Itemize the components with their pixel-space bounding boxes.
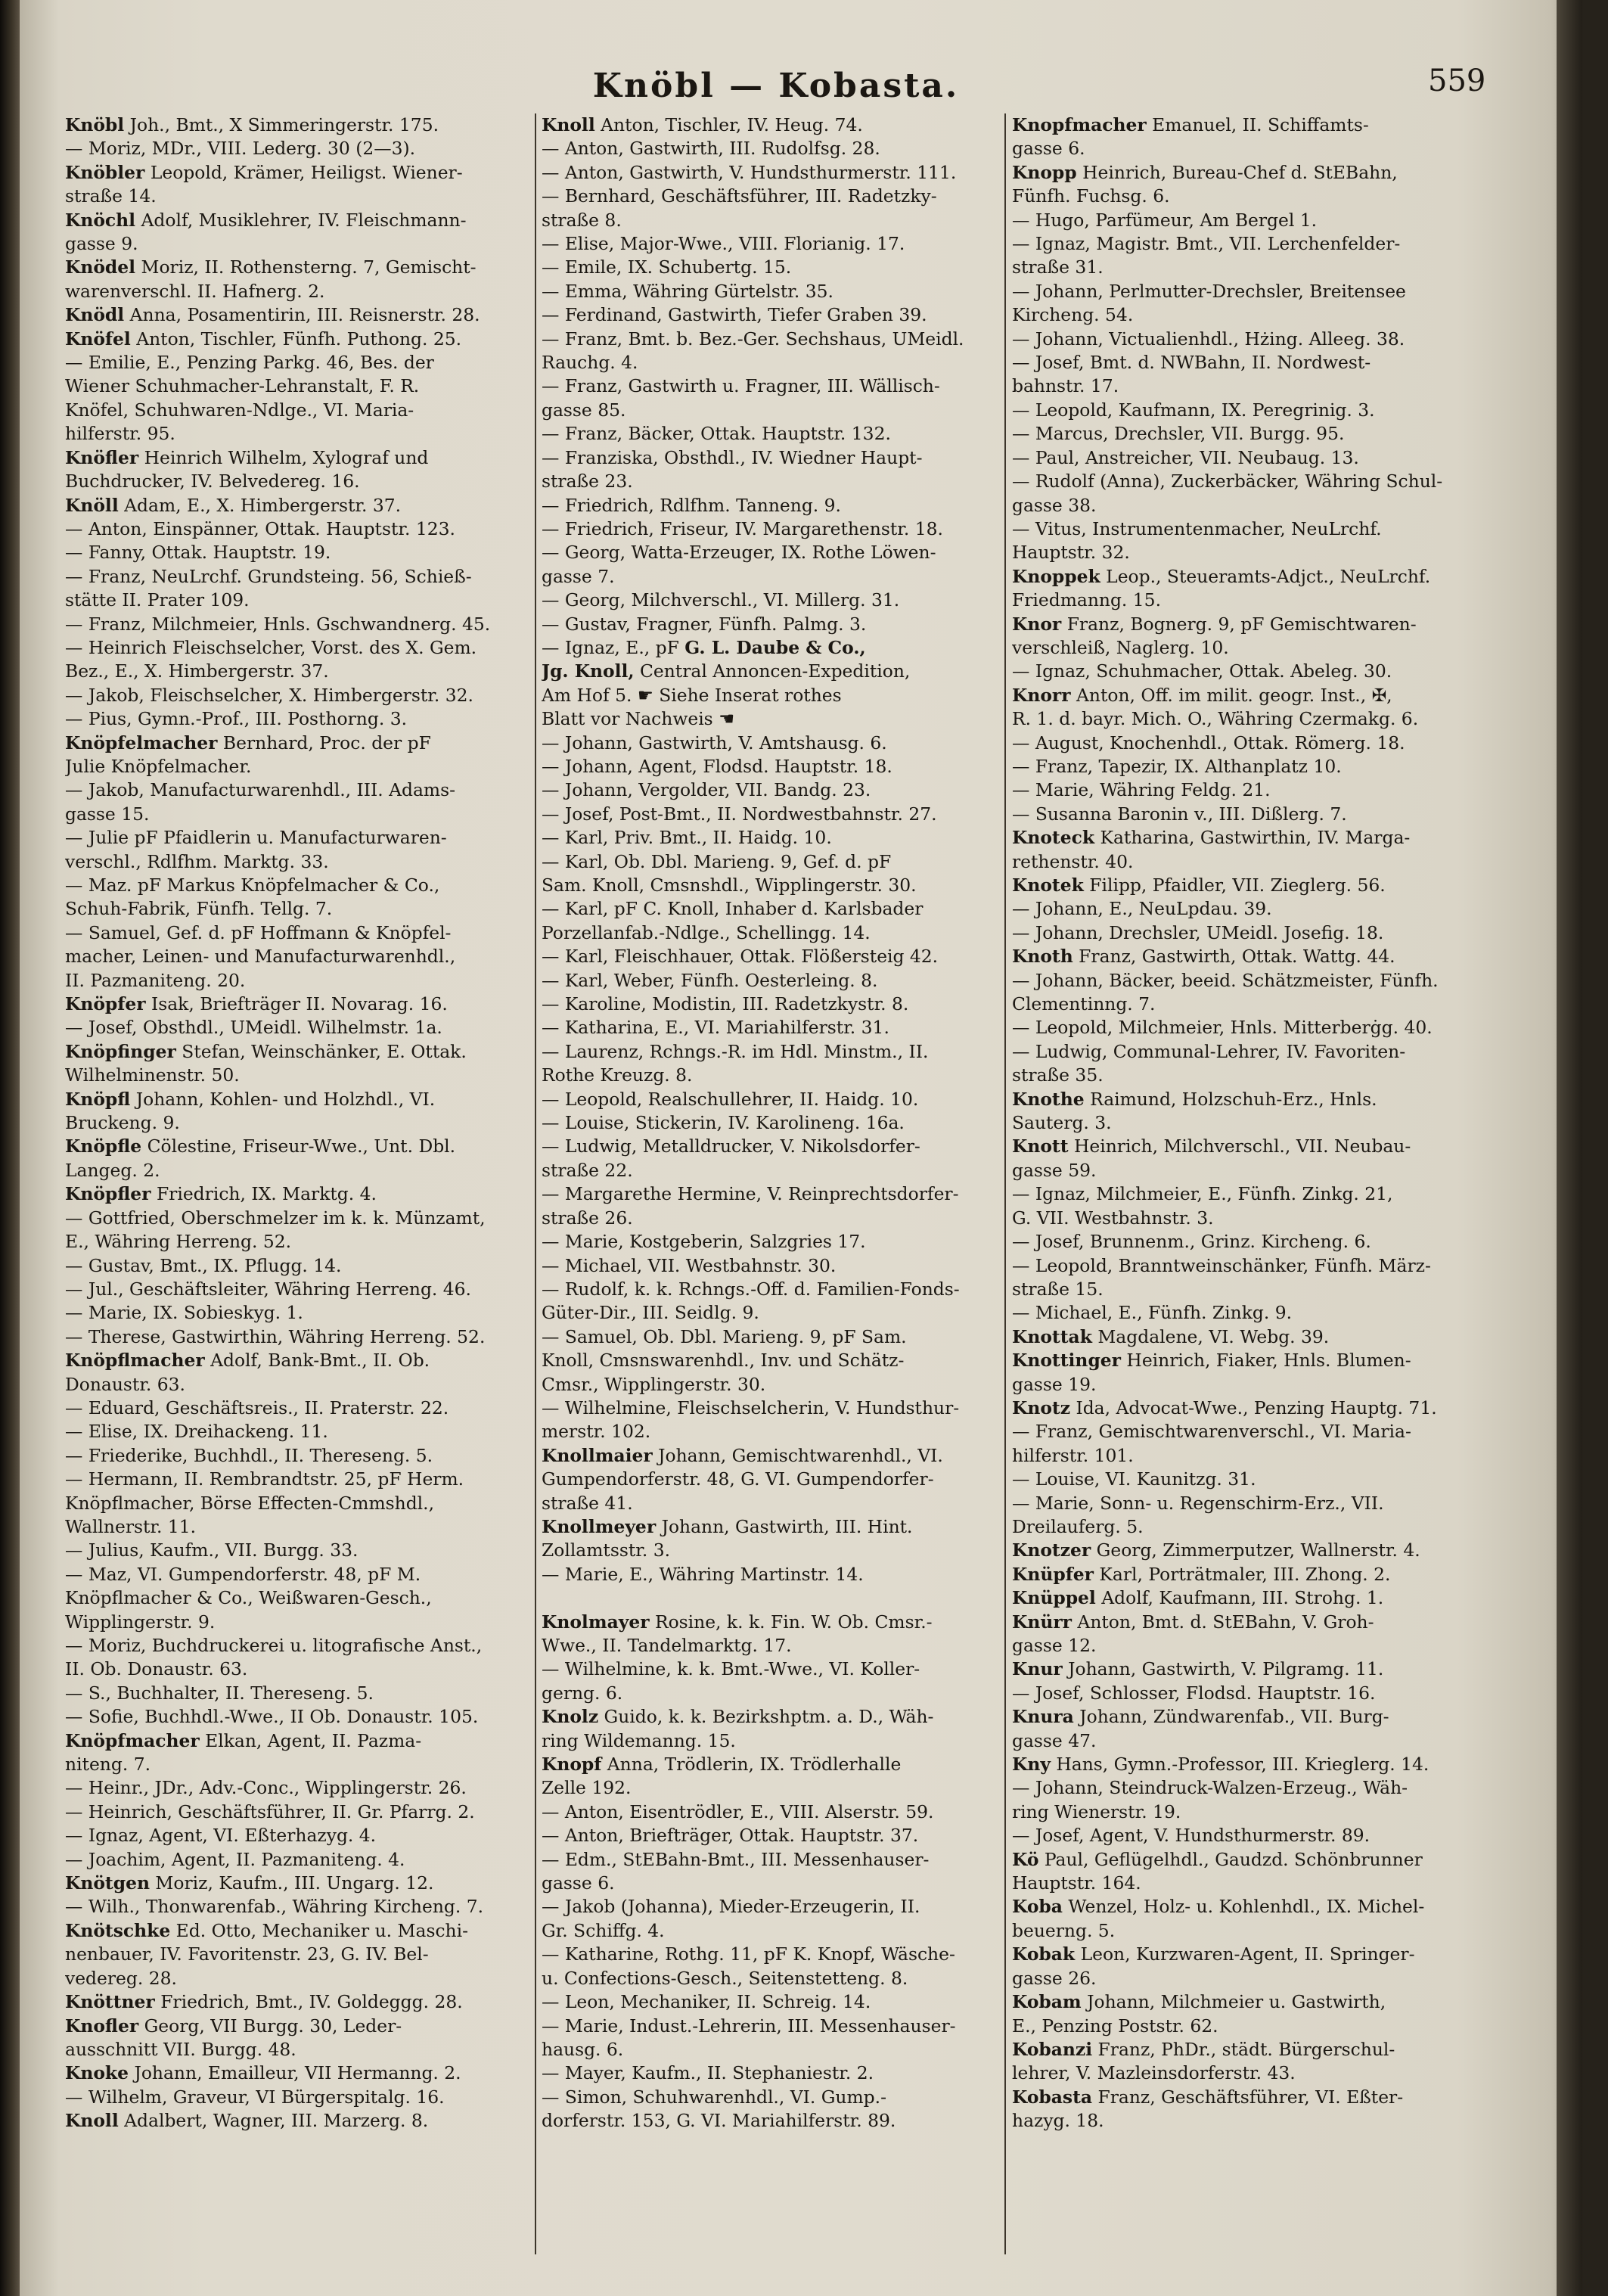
directory-entry-line: — Marcus, Drechsler, VII. Burgg. 95.	[1012, 423, 1345, 445]
directory-entry-line: ausschnitt VII. Burgg. 48.	[65, 2038, 296, 2060]
directory-entry-line: — Emile, IX. Schubertg. 15.	[542, 256, 792, 278]
directory-entry-line: Kö Paul, Geflügelhdl., Gaudzd. Schönbrunner	[1012, 1848, 1423, 1870]
directory-entry-line: hazyg. 18.	[1012, 2110, 1104, 2132]
directory-entry-line: — Jul., Geschäftsleiter, Währing Herreng. 46.	[65, 1278, 471, 1300]
directory-entry-line: Knötschke Ed. Otto, Mechaniker u. Maschi-	[65, 1919, 468, 1941]
page-edge	[1557, 0, 1582, 2296]
directory-entry-line: Knopf Anna, Trödlerin, IX. Trödlerhalle	[542, 1754, 902, 1776]
directory-entry-line: — Ignaz, E., pF G. L. Daube & Co.,	[542, 636, 866, 658]
directory-entry-line: — Rudolf (Anna), Zuckerbäcker, Währing Schul-	[1012, 471, 1443, 492]
directory-entry-line: Knottak Magdalene, VI. Webg. 39.	[1012, 1325, 1330, 1347]
directory-entry-line: — Johann, Drechsler, UMeidl. Josefig. 18.	[1012, 921, 1384, 943]
directory-entry-line: — Heinrich, Geschäftsführer, II. Gr. Pfarrg. 2.	[65, 1800, 475, 1822]
directory-entry-line: bahnstr. 17.	[1012, 375, 1119, 397]
directory-entry-line: ring Wildemanng. 15.	[542, 1729, 736, 1751]
directory-entry-line: — Leopold, Branntweinschänker, Fünfh. März-	[1012, 1254, 1431, 1276]
page-number: 559	[1428, 64, 1486, 98]
directory-entry-line: — Sofie, Buchhdl.-Wwe., II Ob. Donaustr. 105.	[65, 1706, 479, 1728]
directory-entry-line: Knur Johann, Gastwirth, V. Pilgramg. 11.	[1012, 1658, 1384, 1680]
directory-entry-line: Wallnerstr. 11.	[65, 1515, 197, 1537]
directory-entry-line: Hauptstr. 32.	[1012, 542, 1130, 564]
directory-entry-line: Knoth Franz, Gastwirth, Ottak. Wattg. 44.	[1012, 946, 1395, 968]
directory-entry-line: Cmsr., Wipplingerstr. 30.	[542, 1373, 766, 1395]
directory-entry-line: Knoll, Cmsnswarenhdl., Inv. und Schätz-	[542, 1350, 905, 1372]
directory-entry-line: — Anton, Eisentrödler, E., VIII. Alserstr. 59.	[542, 1800, 934, 1822]
directory-entry-line: hilferstr. 101.	[1012, 1444, 1134, 1466]
directory-entry-line: Clementinng. 7.	[1012, 993, 1156, 1015]
directory-entry-line: — Michael, VII. Westbahnstr. 30.	[542, 1254, 837, 1276]
directory-entry-line: — Therese, Gastwirthin, Währing Herreng. 52.	[65, 1325, 486, 1347]
directory-entry-line: — Marie, Kostgeberin, Salzgries 17.	[542, 1231, 866, 1253]
directory-entry-line: Bez., E., X. Himbergerstr. 37.	[65, 660, 329, 682]
directory-entry-line: Knödl Anna, Posamentirin, III. Reisnerstr. 28.	[65, 304, 480, 326]
directory-entry-line: Knödel Moriz, II. Rothensterng. 7, Gemischt-	[65, 256, 477, 278]
directory-entry-line: — Franz, NeuLrchf. Grundsteing. 56, Schieß-	[65, 565, 472, 587]
directory-entry-line: gasse 19.	[1012, 1373, 1097, 1395]
directory-entry-line: Knöpfmacher Elkan, Agent, II. Pazma-	[65, 1729, 422, 1751]
directory-entry-line: — Laurenz, Rchngs.-R. im Hdl. Minstm., II.	[542, 1040, 929, 1062]
directory-entry-line: — Pius, Gymn.-Prof., III. Posthorng. 3.	[65, 708, 408, 730]
directory-entry-line: — Franz, Milchmeier, Hnls. Gschwandnerg. 45.	[65, 613, 491, 635]
directory-entry-line: Knöfel Anton, Tischler, Fünfh. Puthong. 25.	[65, 328, 462, 350]
directory-entry-line: — Hugo, Parfümeur, Am Bergel 1.	[1012, 209, 1318, 231]
directory-entry-line: Koba Wenzel, Holz- u. Kohlenhdl., IX. Michel-	[1012, 1896, 1425, 1918]
directory-entry-line: Knötgen Moriz, Kaufm., III. Ungarg. 12.	[65, 1872, 434, 1894]
directory-entry-line: — Moriz, Buchdruckerei u. litografische Anst.,	[65, 1635, 483, 1656]
directory-entry-line: Sauterg. 3.	[1012, 1112, 1112, 1134]
directory-entry-line: Knollmaier Johann, Gemischtwarenhdl., VI.	[542, 1444, 943, 1466]
book-spine	[0, 0, 20, 2296]
directory-entry-line: R. 1. d. bayr. Mich. O., Währing Czermakg. 6.	[1012, 708, 1419, 730]
directory-entry-line: Am Hof 5. ☛ Siehe Inserat rothes	[542, 684, 842, 706]
directory-entry-line: Knottinger Heinrich, Fiaker, Hnls. Blumen-	[1012, 1350, 1411, 1372]
directory-entry-line: — Franz, Gastwirth u. Fragner, III. Wällisch-	[542, 375, 940, 397]
directory-entry-line: — Anton, Einspänner, Ottak. Hauptstr. 123.	[65, 517, 455, 539]
directory-entry-line: verschleiß, Naglerg. 10.	[1012, 636, 1229, 658]
directory-entry-line: — Josef, Bmt. d. NWBahn, II. Nordwest-	[1012, 352, 1371, 374]
directory-entry-line: — Heinrich Fleischselcher, Vorst. des X. Gem.	[65, 636, 477, 658]
directory-entry-line: vedereg. 28.	[65, 1967, 177, 1989]
directory-entry-line: Rothe Kreuzg. 8.	[542, 1064, 693, 1086]
directory-entry-line: — Gustav, Bmt., IX. Pflugg. 14.	[65, 1254, 342, 1276]
directory-entry-line: — August, Knochenhdl., Ottak. Römerg. 18.	[1012, 732, 1405, 753]
directory-entry-line: stätte II. Prater 109.	[65, 589, 250, 611]
directory-entry-line: Knoppek Leop., Steueramts-Adjct., NeuLrchf.	[1012, 565, 1431, 587]
directory-entry-line: Jg. Knoll, Central Annoncen-Expedition,	[542, 660, 911, 682]
directory-entry-line: Knöpfer Isak, Briefträger II. Novarag. 16.	[65, 993, 448, 1015]
directory-entry-line: gasse 26.	[1012, 1967, 1097, 1989]
directory-entry-line: Hauptstr. 164.	[1012, 1872, 1141, 1894]
directory-entry-line: — Marie, Währing Feldg. 21.	[1012, 779, 1271, 801]
directory-entry-line: rethenstr. 40.	[1012, 850, 1134, 872]
column-1	[65, 113, 531, 2262]
directory-entry-line: — Karl, Priv. Bmt., II. Haidg. 10.	[542, 827, 832, 849]
directory-entry-line: — Leopold, Milchmeier, Hnls. Mitterberġg. 40.	[1012, 1017, 1433, 1039]
directory-entry-line: — Friederike, Buchhdl., II. Thereseng. 5.	[65, 1444, 433, 1466]
directory-entry-line: Donaustr. 63.	[65, 1373, 185, 1395]
directory-entry-line: gasse 15.	[65, 803, 150, 825]
directory-entry-line: — Georg, Milchverschl., VI. Millerg. 31.	[542, 589, 900, 611]
directory-entry-line: Knor Franz, Bognerg. 9, pF Gemischtwaren-	[1012, 613, 1417, 635]
directory-entry-line: — Louise, VI. Kaunitzg. 31.	[1012, 1468, 1256, 1490]
directory-entry-line: — Josef, Brunnenm., Grinz. Kircheng. 6.	[1012, 1231, 1371, 1253]
directory-entry-line: Wipplingerstr. 9.	[65, 1611, 216, 1633]
directory-entry-line: — Johann, Agent, Flodsd. Hauptstr. 18.	[542, 755, 892, 777]
directory-entry-line: Knothe Raimund, Holzschuh-Erz., Hnls.	[1012, 1088, 1377, 1110]
directory-entry-line: Wiener Schuhmacher-Lehranstalt, F. R.	[65, 375, 420, 397]
directory-entry-line: Kircheng. 54.	[1012, 304, 1134, 326]
directory-entry-line: Knöpfle Cölestine, Friseur-Wwe., Unt. Dbl.	[65, 1136, 456, 1157]
directory-entry-line: Knöttner Friedrich, Bmt., IV. Goldeggg. 28.	[65, 1991, 463, 2013]
directory-entry-line: gerng. 6.	[542, 1682, 623, 1704]
directory-entry-line: — Ferdinand, Gastwirth, Tiefer Graben 39.	[542, 304, 927, 326]
directory-entry-line: Rauchg. 4.	[542, 352, 638, 374]
directory-entry-line: — Maz, VI. Gumpendorferstr. 48, pF M.	[65, 1563, 421, 1585]
directory-entry-line: straße 31.	[1012, 256, 1104, 278]
directory-entry-line: — Karl, Ob. Dbl. Marieng. 9, Gef. d. pF	[542, 850, 892, 872]
directory-entry-line: — Marie, Sonn- u. Regenschirm-Erz., VII.	[1012, 1492, 1384, 1514]
directory-entry-line: Knollmeyer Johann, Gastwirth, III. Hint.	[542, 1515, 913, 1537]
directory-entry-line: — Edm., StEBahn-Bmt., III. Messenhauser-	[542, 1848, 930, 1870]
directory-entry-line: Knüppel Adolf, Kaufmann, III. Strohg. 1.	[1012, 1587, 1384, 1609]
directory-entry-line: straße 22.	[542, 1159, 633, 1181]
directory-entry-line: Friedmanng. 15.	[1012, 589, 1162, 611]
directory-entry-line: Kny Hans, Gymn.-Professor, III. Krieglerg. 14.	[1012, 1754, 1430, 1776]
directory-entry-line: Knotek Filipp, Pfaidler, VII. Zieglerg. 56.	[1012, 875, 1386, 896]
column-3	[1012, 113, 1476, 2262]
directory-entry-line: Porzellanfab.-Ndlge., Schellingg. 14.	[542, 921, 871, 943]
directory-entry-line: gasse 38.	[1012, 494, 1097, 516]
directory-page	[20, 0, 1582, 2296]
directory-entry-line: — Wilh., Thonwarenfab., Währing Kircheng. 7.	[65, 1896, 484, 1918]
directory-entry-line: straße 8.	[542, 209, 622, 231]
directory-entry-line: gasse 9.	[65, 233, 138, 255]
directory-entry-line: Knüpfer Karl, Porträtmaler, III. Zhong. 2.	[1012, 1563, 1391, 1585]
column-2	[542, 113, 1000, 2262]
directory-entry-line: — Franz, Bäcker, Ottak. Hauptstr. 132.	[542, 423, 891, 445]
directory-entry-line: ring Wienerstr. 19.	[1012, 1800, 1181, 1822]
directory-entry-line: Knolz Guido, k. k. Bezirkshptm. a. D., Wäh-	[542, 1706, 934, 1728]
directory-entry-line: Knöpflmacher Adolf, Bank-Bmt., II. Ob.	[65, 1350, 430, 1372]
directory-entry-line: — Johann, Perlmutter-Drechsler, Breitensee	[1012, 280, 1406, 302]
directory-entry-line: lehrer, V. Mazleinsdorferstr. 43.	[1012, 2062, 1296, 2084]
directory-entry-line: — Josef, Post-Bmt., II. Nordwestbahnstr. 27.	[542, 803, 937, 825]
directory-entry-line: — Julie pF Pfaidlerin u. Manufacturwaren-	[65, 827, 447, 849]
directory-entry-line: — Gustav, Fragner, Fünfh. Palmg. 3.	[542, 613, 867, 635]
directory-entry-line: — Ignaz, Schuhmacher, Ottak. Abeleg. 30.	[1012, 660, 1392, 682]
directory-entry-line: — Jakob, Manufacturwarenhdl., III. Adams-	[65, 779, 455, 801]
directory-entry-line: Knöfler Heinrich Wilhelm, Xylograf und	[65, 446, 429, 468]
directory-entry-line: Julie Knöpfelmacher.	[65, 755, 252, 777]
directory-entry-line: — Johann, Gastwirth, V. Amtshausg. 6.	[542, 732, 887, 753]
directory-entry-line: straße 23.	[542, 471, 633, 492]
directory-entry-line: — Johann, Vergolder, VII. Bandg. 23.	[542, 779, 871, 801]
directory-entry-line: — Jakob, Fleischselcher, X. Himbergerstr. 32.	[65, 684, 473, 706]
directory-entry-line: Knotz Ida, Advocat-Wwe., Penzing Hauptg. 71.	[1012, 1397, 1437, 1418]
directory-entry-line: — Samuel, Gef. d. pF Hoffmann & Knöpfel-	[65, 921, 452, 943]
directory-entry-line: G. VII. Westbahnstr. 3.	[1012, 1207, 1214, 1229]
directory-entry-line: Knorr Anton, Off. im milit. geogr. Inst., ✠,	[1012, 684, 1392, 706]
directory-entry-line: — Elise, IX. Dreihackeng. 11.	[65, 1421, 328, 1443]
directory-entry-line: Kobanzi Franz, PhDr., städt. Bürgerschul-	[1012, 2038, 1395, 2060]
directory-entry-line: II. Pazmaniteng. 20.	[65, 969, 246, 991]
directory-entry-line: — Josef, Obsthdl., UMeidl. Wilhelmstr. 1a.	[65, 1017, 442, 1039]
directory-entry-line: hilferstr. 95.	[65, 423, 175, 445]
directory-entry-line: — Josef, Agent, V. Hundsthurmerstr. 89.	[1012, 1825, 1371, 1847]
directory-entry-line: Knolmayer Rosine, k. k. Fin. W. Ob. Cmsr.-	[542, 1611, 933, 1633]
directory-entry-line: — Heinr., JDr., Adv.-Conc., Wipplingerstr. 26.	[65, 1777, 467, 1799]
directory-entry-line: — Ludwig, Metalldrucker, V. Nikolsdorfer-	[542, 1136, 920, 1157]
directory-entry-line: straße 15.	[1012, 1278, 1104, 1300]
directory-entry-line: II. Ob. Donaustr. 63.	[65, 1658, 248, 1680]
directory-entry-line: Fünfh. Fuchsg. 6.	[1012, 185, 1170, 207]
directory-entry-line: — Franziska, Obsthdl., IV. Wiedner Haupt-	[542, 446, 923, 468]
directory-entry-line: — Marie, Indust.-Lehrerin, III. Messenhauser-	[542, 2015, 956, 2037]
directory-entry-line: straße 35.	[1012, 1064, 1104, 1086]
directory-entry-line: verschl., Rdlfhm. Marktg. 33.	[65, 850, 329, 872]
directory-entry-line: — Josef, Schlosser, Flodsd. Hauptstr. 16.	[1012, 1682, 1376, 1704]
directory-entry-line: E., Währing Herreng. 52.	[65, 1231, 292, 1253]
directory-entry-line: — Paul, Anstreicher, VII. Neubaug. 13.	[1012, 446, 1359, 468]
directory-entry-line: — Fanny, Ottak. Hauptstr. 19.	[65, 542, 331, 564]
directory-entry-line: Knoteck Katharina, Gastwirthin, IV. Marga-	[1012, 827, 1411, 849]
directory-entry-line: Dreilauferg. 5.	[1012, 1515, 1144, 1537]
directory-entry-line: Kobam Johann, Milchmeier u. Gastwirth,	[1012, 1991, 1386, 2013]
directory-entry-line: Sam. Knoll, Cmsnshdl., Wipplingerstr. 30.	[542, 875, 917, 896]
directory-entry-line: Knöpflmacher & Co., Weißwaren-Gesch.,	[65, 1587, 432, 1609]
directory-entry-line: Knöbl Joh., Bmt., X Simmeringerstr. 175.	[65, 114, 439, 135]
directory-entry-line: Knofler Georg, VII Burgg. 30, Leder-	[65, 2015, 402, 2037]
directory-entry-line: Knopp Heinrich, Bureau-Chef d. StEBahn,	[1012, 161, 1398, 183]
directory-entry-line: — Emma, Währing Gürtelstr. 35.	[542, 280, 833, 302]
directory-entry-line: — Wilhelmine, Fleischselcherin, V. Hundsthur-	[542, 1397, 960, 1418]
page-running-head: Knöbl — Kobasta.	[592, 67, 960, 105]
directory-entry-line: Kobak Leon, Kurzwaren-Agent, II. Springer-	[1012, 1943, 1415, 1965]
directory-entry-line: — Mayer, Kaufm., II. Stephaniestr. 2.	[542, 2062, 874, 2084]
directory-entry-line: Knöpfler Friedrich, IX. Marktg. 4.	[65, 1183, 377, 1205]
directory-entry-line: Wwe., II. Tandelmarktg. 17.	[542, 1635, 792, 1656]
directory-entry-line: beuerng. 5.	[1012, 1919, 1116, 1941]
directory-entry-line: — Johann, Steindruck-Walzen-Erzeug., Wäh-	[1012, 1777, 1408, 1799]
directory-entry-line: E., Penzing Poststr. 62.	[1012, 2015, 1218, 2037]
directory-entry-line: gasse 6.	[542, 1872, 615, 1894]
directory-entry-line: — Elise, Major-Wwe., VIII. Florianig. 17.	[542, 233, 905, 255]
directory-entry-line: — Friedrich, Friseur, IV. Margarethenstr. 18.	[542, 517, 943, 539]
directory-entry-line: Knöchl Adolf, Musiklehrer, IV. Fleischmann-	[65, 209, 467, 231]
directory-entry-line: — Karl, Weber, Fünfh. Oesterleing. 8.	[542, 969, 878, 991]
directory-entry-line: Knotzer Georg, Zimmerputzer, Wallnerstr. 4.	[1012, 1539, 1420, 1561]
directory-entry-line: macher, Leinen- und Manufacturwarenhdl.,	[65, 946, 456, 968]
directory-entry-line: — Vitus, Instrumentenmacher, NeuLrchf.	[1012, 517, 1382, 539]
directory-entry-line: — Katharina, E., VI. Mariahilferstr. 31.	[542, 1017, 889, 1039]
directory-entry-line: Knöfel, Schuhwaren-Ndlge., VI. Maria-	[65, 399, 414, 421]
directory-entry-line: Güter-Dir., III. Seidlg. 9.	[542, 1302, 759, 1324]
directory-entry-line: gasse 47.	[1012, 1729, 1097, 1751]
directory-entry-line: u. Confections-Gesch., Seitenstetteng. 8.	[542, 1967, 908, 1989]
directory-entry-line: straße 26.	[542, 1207, 633, 1229]
directory-entry-line: Zollamtsstr. 3.	[542, 1539, 671, 1561]
directory-entry-line: — Johann, Bäcker, beeid. Schätzmeister, Fünfh.	[1012, 969, 1439, 991]
directory-entry-line: — Anton, Gastwirth, III. Rudolfsg. 28.	[542, 138, 880, 160]
directory-entry-line: straße 14.	[65, 185, 157, 207]
directory-entry-line: Blatt vor Nachweis ☚	[542, 708, 735, 730]
directory-entry-line: gasse 12.	[1012, 1635, 1097, 1656]
directory-entry-line: nenbauer, IV. Favoritenstr. 23, G. IV. Bel-	[65, 1943, 429, 1965]
directory-entry-line: — Leopold, Kaufmann, IX. Peregrinig. 3.	[1012, 399, 1375, 421]
directory-entry-line: Knöll Adam, E., X. Himbergerstr. 37.	[65, 494, 402, 516]
directory-entry-line: Langeg. 2.	[65, 1159, 160, 1181]
directory-entry-line: Knoll Anton, Tischler, IV. Heug. 74.	[542, 114, 863, 135]
column-rule	[535, 113, 536, 2254]
directory-entry-line: — Simon, Schuhwarenhdl., VI. Gump.-	[542, 2086, 886, 2108]
directory-entry-line: gasse 85.	[542, 399, 626, 421]
directory-entry-line: — Marie, E., Währing Martinstr. 14.	[542, 1563, 864, 1585]
directory-entry-line: — Karoline, Modistin, III. Radetzkystr. 8.	[542, 993, 909, 1015]
directory-entry-line: — Karl, pF C. Knoll, Inhaber d. Karlsbader	[542, 898, 924, 920]
directory-entry-line: merstr. 102.	[542, 1421, 651, 1443]
directory-entry-line: — Moriz, MDr., VIII. Lederg. 30 (2—3).	[65, 138, 416, 160]
directory-entry-line: Bruckeng. 9.	[65, 1112, 180, 1134]
directory-entry-line: Knöpfl Johann, Kohlen- und Holzhdl., VI.	[65, 1088, 436, 1110]
directory-entry-line: — Eduard, Geschäftsreis., II. Praterstr. 22.	[65, 1397, 449, 1418]
directory-entry-line: — Friedrich, Rdlfhm. Tanneng. 9.	[542, 494, 841, 516]
directory-entry-line: gasse 59.	[1012, 1159, 1097, 1181]
directory-entry-line: Gr. Schiffg. 4.	[542, 1919, 665, 1941]
directory-entry-line: — Anton, Gastwirth, V. Hundsthurmerstr. 111.	[542, 161, 957, 183]
directory-entry-line: Kobasta Franz, Geschäftsführer, VI. Eßter-	[1012, 2086, 1404, 2108]
directory-entry-line: gasse 7.	[542, 565, 615, 587]
directory-entry-line: — Margarethe Hermine, V. Reinprechtsdorfer-	[542, 1183, 959, 1205]
directory-entry-line: Wilhelminenstr. 50.	[65, 1064, 240, 1086]
directory-entry-line: Schuh-Fabrik, Fünfh. Tellg. 7.	[65, 898, 333, 920]
directory-entry-line: Knoke Johann, Emailleur, VII Hermanng. 2.	[65, 2062, 461, 2084]
directory-entry-line: Knöpfelmacher Bernhard, Proc. der pF	[65, 732, 431, 753]
directory-entry-line: Gumpendorferstr. 48, G. VI. Gumpendorfer-	[542, 1468, 934, 1490]
directory-entry-line: — Rudolf, k. k. Rchngs.-Off. d. Familien-Fonds-	[542, 1278, 960, 1300]
directory-entry-line: — Ignaz, Magistr. Bmt., VII. Lerchenfelder-	[1012, 233, 1401, 255]
directory-entry-line: — Ludwig, Communal-Lehrer, IV. Favoriten-	[1012, 1040, 1406, 1062]
directory-entry-line: Knura Johann, Zündwarenfab., VII. Burg-	[1012, 1706, 1389, 1728]
directory-entry-line: — Marie, IX. Sobieskyg. 1.	[65, 1302, 303, 1324]
directory-entry-line: — Michael, E., Fünfh. Zinkg. 9.	[1012, 1302, 1293, 1324]
directory-entry-line: Knott Heinrich, Milchverschl., VII. Neubau-	[1012, 1136, 1411, 1157]
directory-entry-line: — Maz. pF Markus Knöpfelmacher & Co.,	[65, 875, 440, 896]
directory-entry-line: — Bernhard, Geschäftsführer, III. Radetzky-	[542, 185, 937, 207]
directory-entry-line: Buchdrucker, IV. Belvedereg. 16.	[65, 471, 360, 492]
directory-entry-line: — Jakob (Johanna), Mieder-Erzeugerin, II.	[542, 1896, 920, 1918]
directory-entry-line: Knoll Adalbert, Wagner, III. Marzerg. 8.	[65, 2110, 429, 2132]
directory-entry-line: — Susanna Baronin v., III. Dißlerg. 7.	[1012, 803, 1347, 825]
directory-entry-line: dorferstr. 153, G. VI. Mariahilferstr. 89.	[542, 2110, 896, 2132]
directory-entry-line: gasse 6.	[1012, 138, 1085, 160]
directory-entry-line: — Leon, Mechaniker, II. Schreig. 14.	[542, 1991, 871, 2013]
directory-entry-line: Zelle 192.	[542, 1777, 632, 1799]
directory-entry-line: — Johann, E., NeuLpdau. 39.	[1012, 898, 1272, 920]
directory-entry-line: Knöbler Leopold, Krämer, Heiligst. Wiener-	[65, 161, 463, 183]
directory-entry-line: — Johann, Victualienhdl., Hżing. Alleeg. 38.	[1012, 328, 1405, 350]
directory-entry-line: — Hermann, II. Rembrandtstr. 25, pF Herm.	[65, 1468, 464, 1490]
directory-entry-line: — Ignaz, Milchmeier, E., Fünfh. Zinkg. 21,	[1012, 1183, 1393, 1205]
directory-entry-line	[542, 1586, 1000, 1610]
directory-entry-line: — Julius, Kaufm., VII. Burgg. 33.	[65, 1539, 359, 1561]
directory-entry-line: — S., Buchhalter, II. Thereseng. 5.	[65, 1682, 374, 1704]
directory-entry-line: — Samuel, Ob. Dbl. Marieng. 9, pF Sam.	[542, 1325, 907, 1347]
directory-entry-line: — Emilie, E., Penzing Parkg. 46, Bes. der	[65, 352, 434, 374]
directory-entry-line: Knopfmacher Emanuel, II. Schiffamts-	[1012, 114, 1369, 135]
directory-entry-line: — Joachim, Agent, II. Pazmaniteng. 4.	[65, 1848, 405, 1870]
directory-entry-line: — Wilhelm, Graveur, VI Bürgerspitalg. 16.	[65, 2086, 445, 2108]
directory-entry-line: — Katharine, Rothg. 11, pF K. Knopf, Wäsche-	[542, 1943, 955, 1965]
directory-entry-line: — Gottfried, Oberschmelzer im k. k. Münzamt,	[65, 1207, 486, 1229]
directory-entry-line: Knürr Anton, Bmt. d. StEBahn, V. Groh-	[1012, 1611, 1374, 1633]
column-rule	[1004, 113, 1006, 2254]
directory-entry-line: — Franz, Bmt. b. Bez.-Ger. Sechshaus, UMeidl.	[542, 328, 964, 350]
directory-entry-line: — Louise, Stickerin, IV. Karolineng. 16a.	[542, 1112, 905, 1134]
directory-entry-line: Knöpfinger Stefan, Weinschänker, E. Ottak.	[65, 1040, 467, 1062]
directory-entry-line: — Franz, Tapezir, IX. Althanplatz 10.	[1012, 755, 1342, 777]
directory-entry-line: — Ignaz, Agent, VI. Eßterhazyg. 4.	[65, 1825, 377, 1847]
directory-entry-line: — Wilhelmine, k. k. Bmt.-Wwe., VI. Koller-	[542, 1658, 920, 1680]
directory-entry-line: — Georg, Watta-Erzeuger, IX. Rothe Löwen-	[542, 542, 936, 564]
directory-entry-line: — Anton, Briefträger, Ottak. Hauptstr. 37.	[542, 1825, 919, 1847]
directory-entry-line: — Leopold, Realschullehrer, II. Haidg. 10.	[542, 1088, 919, 1110]
directory-entry-line: straße 41.	[542, 1492, 633, 1514]
directory-entry-line: niteng. 7.	[65, 1754, 151, 1776]
directory-entry-line: warenverschl. II. Hafnerg. 2.	[65, 280, 325, 302]
directory-entry-line: — Karl, Fleischhauer, Ottak. Flößersteig 42.	[542, 946, 939, 968]
directory-entry-line: Knöpflmacher, Börse Effecten-Cmmshdl.,	[65, 1492, 435, 1514]
directory-entry-line: — Franz, Gemischtwarenverschl., VI. Maria-	[1012, 1421, 1411, 1443]
directory-entry-line: hausg. 6.	[542, 2038, 624, 2060]
